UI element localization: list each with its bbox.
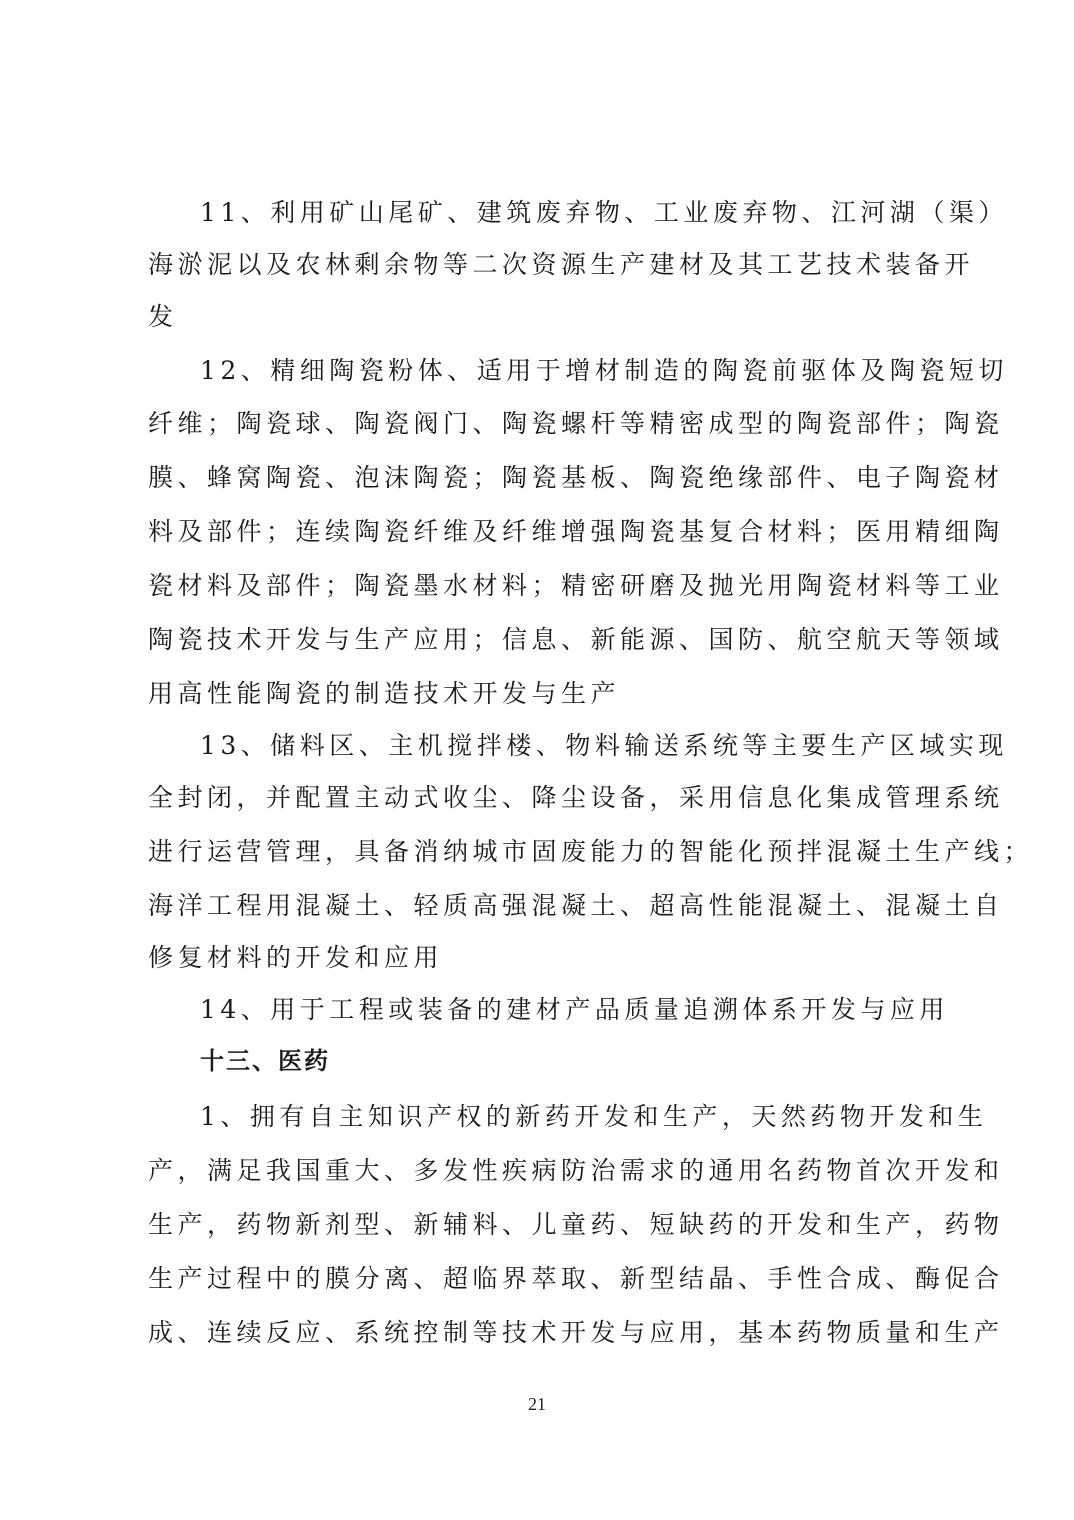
med-item-1-line-5: 成、连续反应、系统控制等技术开发与应用，基本药物质量和生产 [148,1318,1004,1347]
med-item-1-line-1: 1、拥有自主知识产权的新药开发和生产，天然药物开发和生 [200,1102,988,1131]
section-heading-medicine: 十三、医药 [200,1047,330,1075]
item-11-line-1: 11、利用矿山尾矿、建筑废弃物、工业废弃物、江河湖（渠） [200,198,1008,227]
item-13-line-4: 海洋工程用混凝土、轻质高强混凝土、超高性能混凝土、混凝土自 [148,891,1004,920]
item-11-line-3: 发 [148,302,178,331]
med-item-1-line-2: 产，满足我国重大、多发性疾病防治需求的通用名药物首次开发和 [148,1156,1004,1185]
item-13-line-2: 全封闭，并配置主动式收尘、降尘设备，采用信息化集成管理系统 [148,783,1004,812]
item-13-line-1: 13、储料区、主机搅拌楼、物料输送系统等主要生产区域实现 [200,731,1008,760]
item-11-line-2: 海淤泥以及农林剩余物等二次资源生产建材及其工艺技术装备开 [148,250,975,279]
item-14-line-1: 14、用于工程或装备的建材产品质量追溯体系开发与应用 [200,995,949,1024]
item-12-line-1: 12、精细陶瓷粉体、适用于增材制造的陶瓷前驱体及陶瓷短切 [200,356,1008,385]
med-item-1-line-4: 生产过程中的膜分离、超临界萃取、新型结晶、手性合成、酶促合 [148,1264,1004,1293]
item-12-line-3: 膜、蜂窝陶瓷、泡沫陶瓷；陶瓷基板、陶瓷绝缘部件、电子陶瓷材 [148,463,1004,492]
item-12-line-6: 陶瓷技术开发与生产应用；信息、新能源、国防、航空航天等领域 [148,625,1004,654]
item-13-line-5: 修复材料的开发和应用 [148,943,444,972]
item-12-line-4: 料及部件；连续陶瓷纤维及纤维增强陶瓷基复合材料；医用精细陶 [148,517,1004,546]
item-12-line-2: 纤维；陶瓷球、陶瓷阀门、陶瓷螺杆等精密成型的陶瓷部件；陶瓷 [148,409,1004,438]
item-12-line-5: 瓷材料及部件；陶瓷墨水材料；精密研磨及抛光用陶瓷材料等工业 [148,571,1004,600]
med-item-1-line-3: 生产，药物新剂型、新辅料、儿童药、短缺药的开发和生产，药物 [148,1210,1004,1239]
item-13-line-3: 进行运营管理，具备消纳城市固废能力的智能化预拌混凝土生产线； [148,837,1034,866]
page-number: 21 [528,1394,546,1414]
item-12-line-7: 用高性能陶瓷的制造技术开发与生产 [148,679,621,708]
